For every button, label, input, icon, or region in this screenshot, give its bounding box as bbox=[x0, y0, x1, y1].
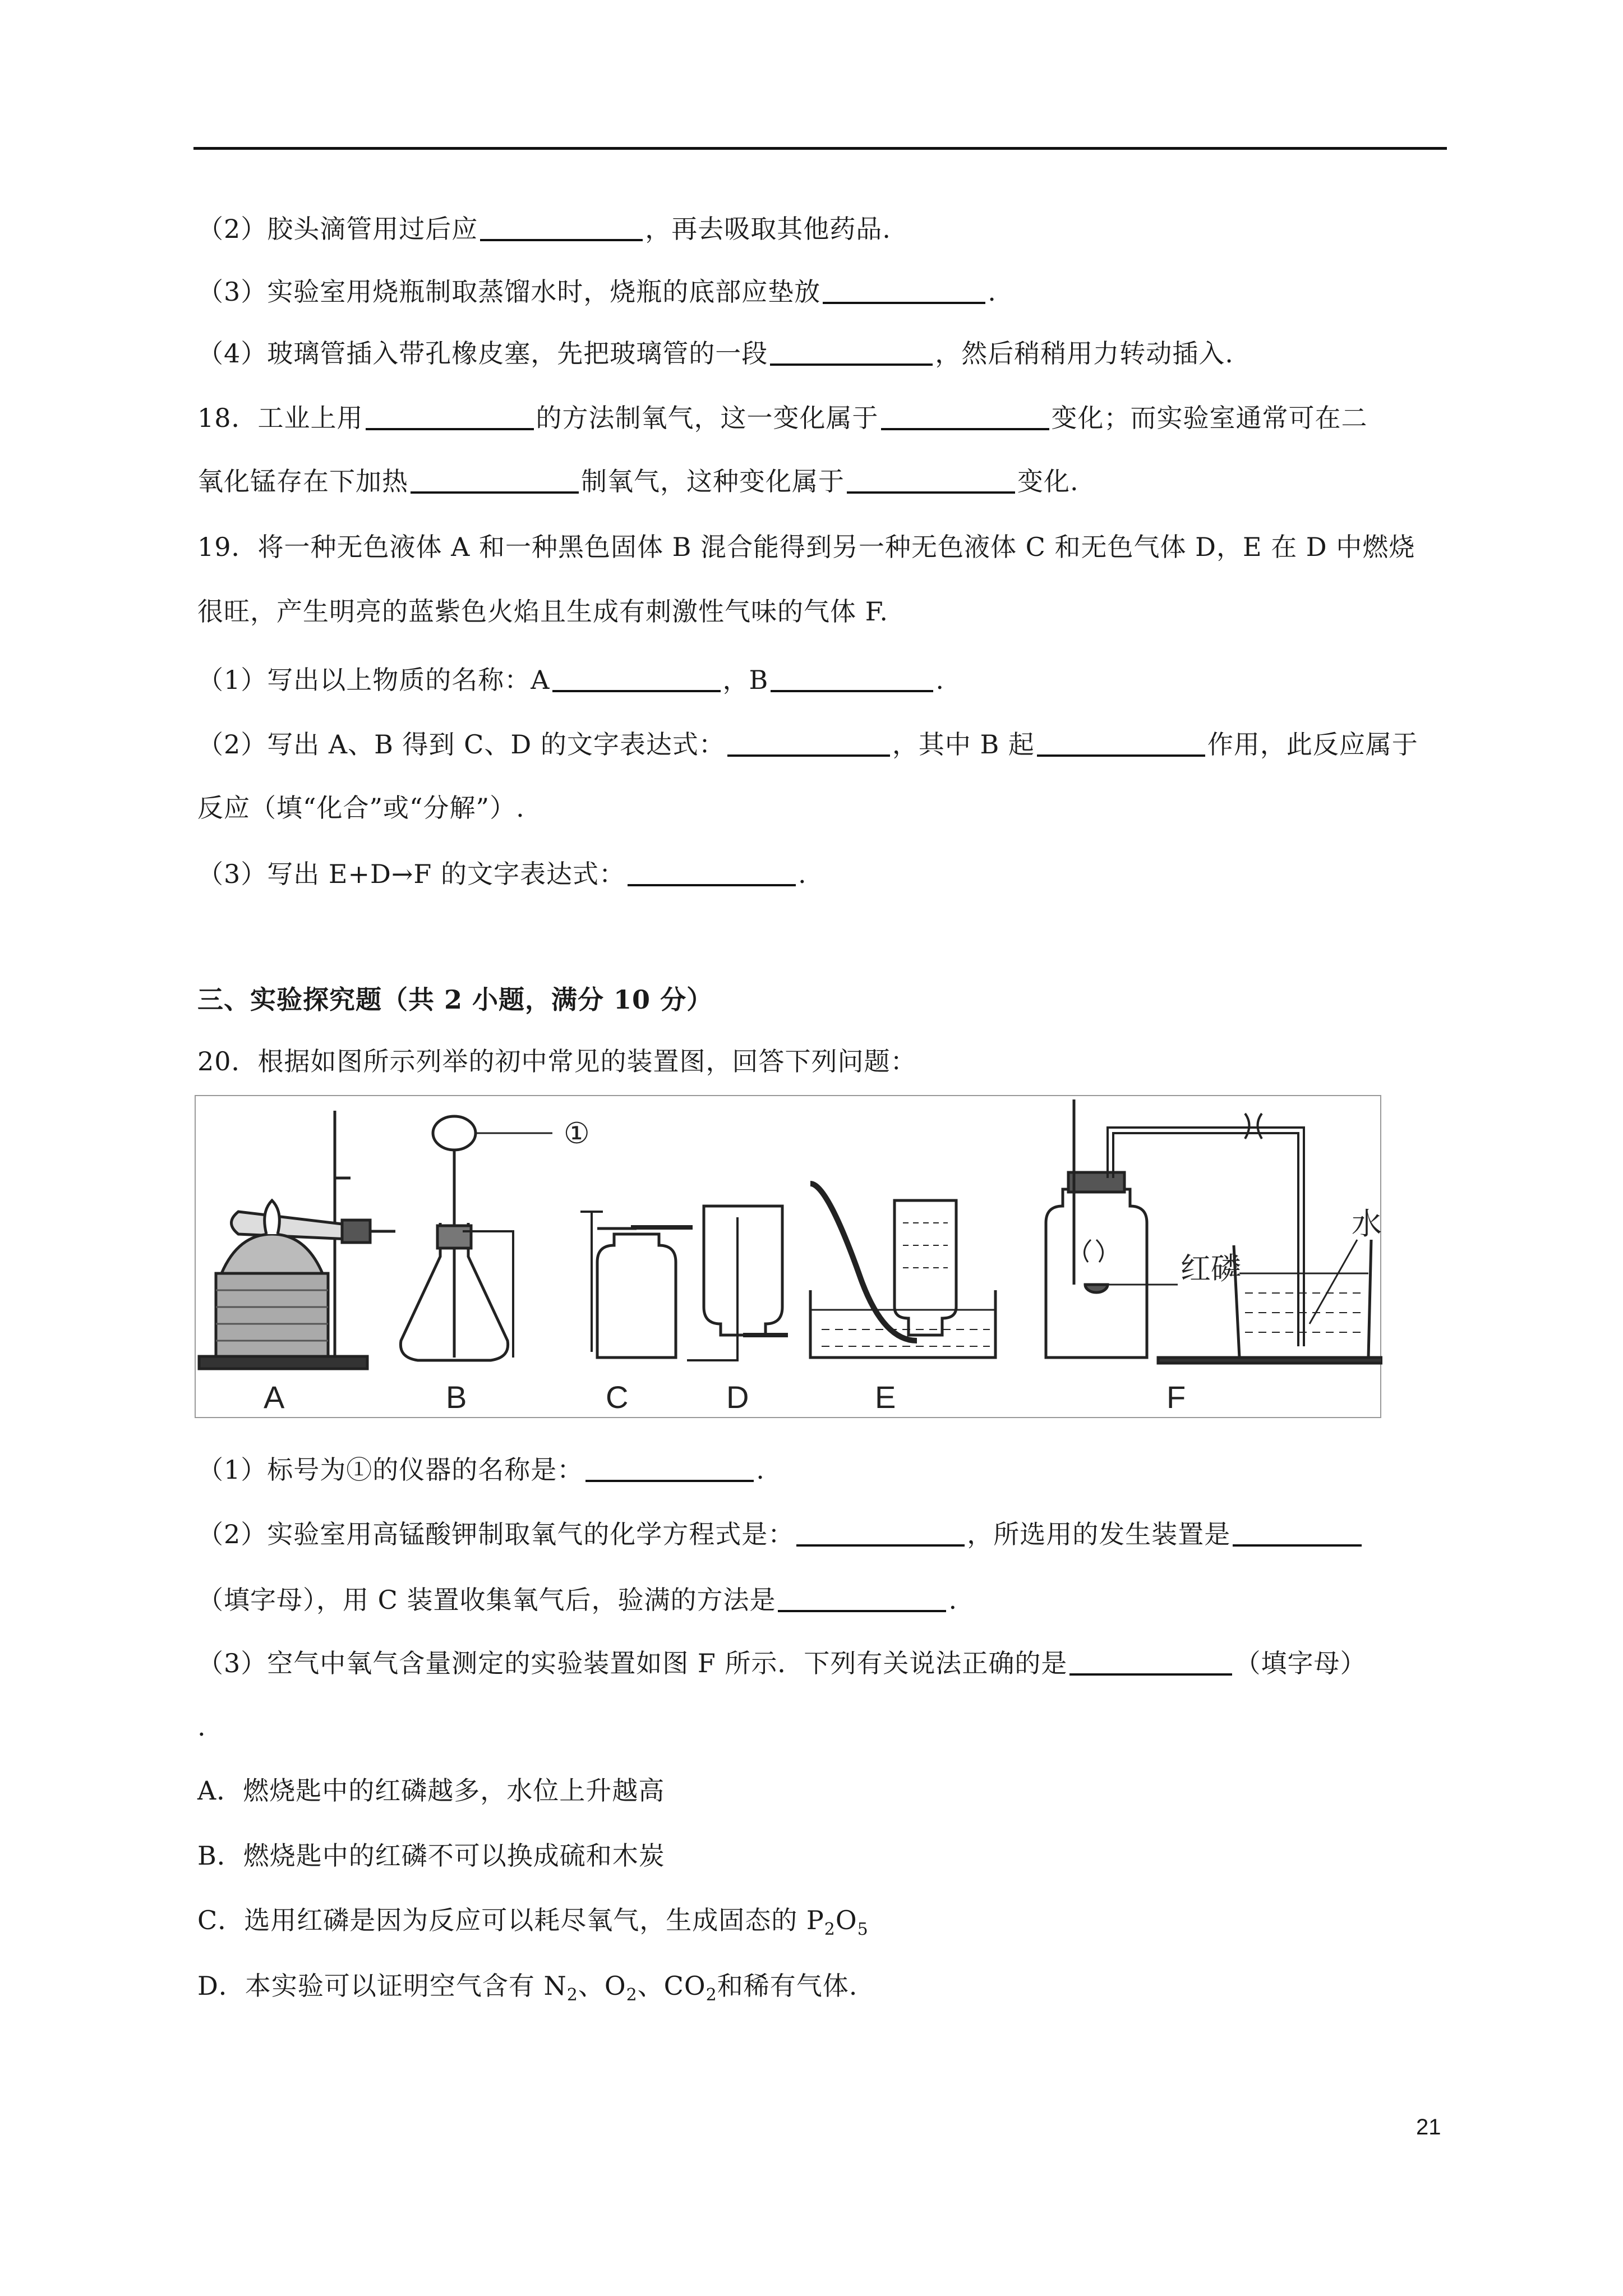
header-rule bbox=[193, 147, 1447, 150]
q20-item2: （2）实验室用高锰酸钾制取氧气的化学方程式是： ，所选用的发生装置是 bbox=[197, 1517, 1364, 1551]
q20-item3: （3）空气中氧气含量测定的实验装置如图 F 所示．下列有关说法正确的是 （填字母） bbox=[197, 1648, 1367, 1678]
marker-1: ① bbox=[564, 1117, 590, 1151]
figure-label-e: E bbox=[875, 1379, 896, 1415]
answer-blank[interactable] bbox=[585, 1455, 754, 1482]
q17-item4: （4）玻璃管插入带孔橡皮塞，先把玻璃管的一段 ，然后稍稍用力转动插入. bbox=[197, 338, 1234, 369]
apparatus-a bbox=[199, 1111, 395, 1369]
answer-blank[interactable] bbox=[881, 403, 1049, 430]
answer-blank[interactable] bbox=[628, 859, 796, 886]
q20-item2-cont: （填字母），用 C 装置收集氧气后，验满的方法是 . bbox=[197, 1585, 958, 1615]
answer-blank[interactable] bbox=[366, 403, 534, 430]
answer-blank[interactable] bbox=[1069, 1649, 1232, 1676]
water-label: 水 bbox=[1352, 1206, 1382, 1241]
answer-blank[interactable] bbox=[770, 339, 933, 366]
q19-item3: （3）写出 E+D→F 的文字表达式： . bbox=[197, 859, 807, 889]
q20-option-b: B．燃烧匙中的红磷不可以换成硫和木炭 bbox=[197, 1841, 665, 1871]
q17-item3: （3）实验室用烧瓶制取蒸馏水时，烧瓶的底部应垫放 . bbox=[197, 277, 997, 307]
apparatus-figure bbox=[193, 1094, 1382, 1419]
answer-blank[interactable] bbox=[552, 665, 721, 692]
answer-blank[interactable] bbox=[727, 730, 890, 757]
answer-blank[interactable] bbox=[847, 467, 1015, 494]
apparatus-f bbox=[1046, 1099, 1382, 1363]
section-title: 三、实验探究题（共 2 小题，满分 10 分） bbox=[197, 984, 713, 1015]
answer-blank[interactable] bbox=[796, 1520, 965, 1547]
q19-item2: （2）写出 A、B 得到 C、D 的文字表达式： ，其中 B 起 作用，此反应属于 bbox=[197, 729, 1418, 760]
apparatus-d bbox=[687, 1206, 788, 1360]
apparatus-b bbox=[400, 1116, 552, 1360]
figure-label-c: C bbox=[606, 1379, 629, 1415]
figure-label-f: F bbox=[1166, 1379, 1186, 1415]
red-phosphorus-label: 红磷 bbox=[1181, 1251, 1241, 1286]
answer-blank[interactable] bbox=[771, 665, 933, 692]
answer-blank[interactable] bbox=[778, 1585, 946, 1612]
q20-stem: 20．根据如图所示列举的初中常见的装置图，回答下列问题： bbox=[197, 1046, 917, 1076]
answer-blank[interactable] bbox=[411, 467, 579, 494]
figure-label-d: D bbox=[726, 1379, 749, 1415]
figure-label-b: B bbox=[446, 1379, 467, 1415]
q19-stem-2: 很旺，产生明亮的蓝紫色火焰且生成有刺激性气味的气体 F. bbox=[197, 596, 888, 627]
page-number: 21 bbox=[1416, 2115, 1441, 2139]
q19-item1: （1）写出以上物质的名称：A ，B . bbox=[197, 665, 944, 695]
q19-stem-1: 19．将一种无色液体 A 和一种黑色固体 B 混合能得到另一种无色液体 C 和无色气体 D，E 在 D 中燃烧 bbox=[197, 532, 1415, 562]
q18-line1: 18．工业上用 的方法制氧气，这一变化属于 变化；而实验室通常可在二 bbox=[197, 403, 1368, 433]
q17-item2: （2）胶头滴管用过后应 ，再去吸取其他药品. bbox=[197, 214, 891, 244]
apparatus-e bbox=[810, 1184, 995, 1358]
answer-blank[interactable] bbox=[1037, 730, 1205, 757]
q20-option-a: A．燃烧匙中的红磷越多，水位上升越高 bbox=[197, 1775, 665, 1806]
q20-option-d: D．本实验可以证明空气含有 $N_2$、$O_2$、$CO_2$和稀有气体. bbox=[197, 1971, 858, 2005]
answer-blank[interactable] bbox=[1233, 1520, 1362, 1547]
q20-item1: （1）标号为①的仪器的名称是： . bbox=[197, 1455, 765, 1485]
answer-blank[interactable] bbox=[823, 277, 985, 304]
apparatus-c bbox=[580, 1212, 693, 1358]
figure-label-a: A bbox=[264, 1379, 285, 1415]
q20-option-c: C．选用红磷是因为反应可以耗尽氧气，生成固态的 $P_2O_5$ bbox=[197, 1905, 869, 1939]
answer-blank[interactable] bbox=[480, 214, 643, 241]
q19-item2-cont: 反应（填“化合”或“分解”）. bbox=[197, 793, 525, 823]
q18-line2: 氧化锰存在下加热 制氧气，这种变化属于 变化. bbox=[197, 466, 1079, 496]
q20-item3-cont: . bbox=[197, 1711, 206, 1742]
